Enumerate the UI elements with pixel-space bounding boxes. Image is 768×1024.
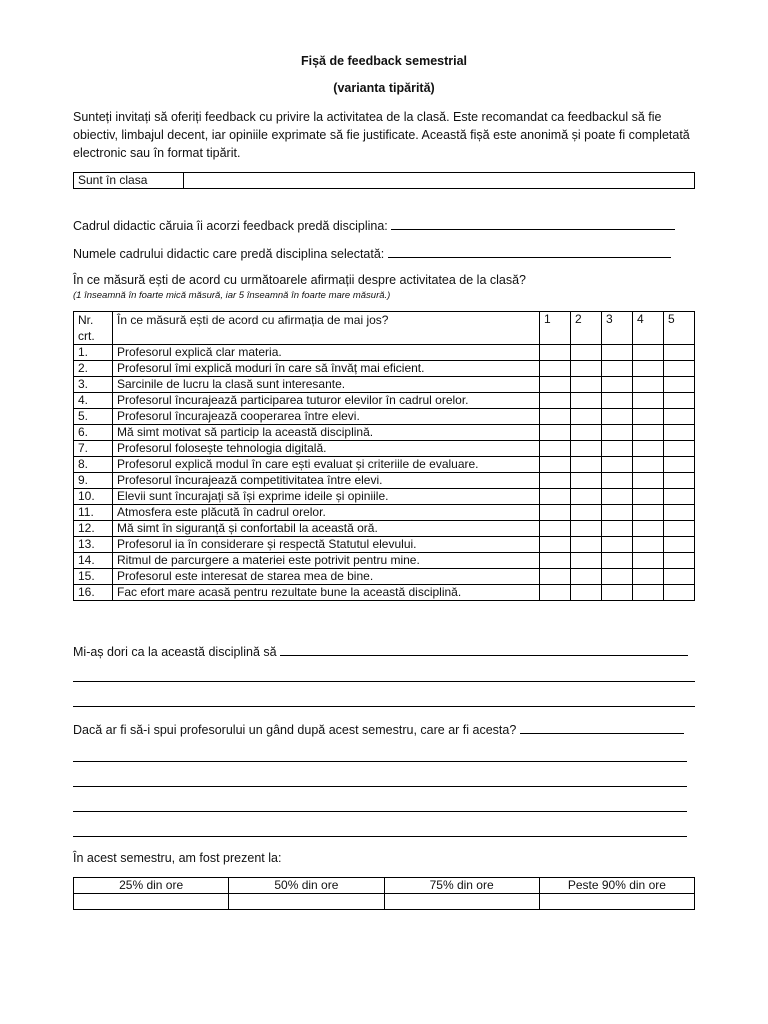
table-row xyxy=(74,377,695,393)
table-row xyxy=(74,425,695,441)
rating-cell-3[interactable] xyxy=(602,553,633,569)
scale-header-1: 1 xyxy=(540,312,571,345)
row-statement: Profesorul explică modul în care ești evaluat și criteriile de evaluare. xyxy=(113,457,540,473)
rating-cell-2[interactable] xyxy=(571,425,602,441)
rating-cell-5[interactable] xyxy=(664,553,695,569)
rating-cell-2[interactable] xyxy=(571,537,602,553)
row-statement: Profesorul este interesat de starea mea de bine. xyxy=(113,569,540,585)
rating-cell-2[interactable] xyxy=(571,473,602,489)
row-number: 2. xyxy=(74,361,113,377)
rating-cell-4[interactable] xyxy=(633,393,664,409)
table-row xyxy=(74,489,695,505)
row-number: 1. xyxy=(74,345,113,361)
rating-cell-2[interactable] xyxy=(571,409,602,425)
nr-header: Nr. crt. xyxy=(74,312,113,345)
rating-cell-3[interactable] xyxy=(602,537,633,553)
attendance-table xyxy=(73,877,695,910)
rating-cell-1[interactable] xyxy=(540,409,571,425)
rating-cell-3[interactable] xyxy=(602,521,633,537)
rating-cell-1[interactable] xyxy=(540,569,571,585)
thought-field[interactable] xyxy=(520,721,684,734)
attendance-option-50: 50% din ore xyxy=(229,878,384,894)
rating-cell-1[interactable] xyxy=(540,361,571,377)
rating-cell-5[interactable] xyxy=(664,393,695,409)
rating-cell-5[interactable] xyxy=(664,441,695,457)
row-number: 7. xyxy=(74,441,113,457)
rating-cell-2[interactable] xyxy=(571,377,602,393)
form-title: Fișă de feedback semestrial xyxy=(300,54,468,68)
agreement-note: (1 înseamnă în foarte mică măsură, iar 5 înseamnă în foarte mare măsură.) xyxy=(73,290,391,301)
table-row xyxy=(74,441,695,457)
row-statement: Profesorul îmi explică moduri în care să învăț mai eficient. xyxy=(113,361,540,377)
attendance-answer-row xyxy=(74,894,695,910)
row-number: 5. xyxy=(74,409,113,425)
rating-cell-3[interactable] xyxy=(602,505,633,521)
rating-cell-5[interactable] xyxy=(664,569,695,585)
rating-cell-3[interactable] xyxy=(602,409,633,425)
rating-cell-4[interactable] xyxy=(633,425,664,441)
attendance-option-25: 25% din ore xyxy=(74,878,229,894)
rating-cell-2[interactable] xyxy=(571,489,602,505)
intro-text: Sunteți invitați să oferiți feedback cu privire la activitatea de la clasă. Este recomandat ca feedbackul să fie obiectiv, limbajul decent, iar opiniile exprimate să fie justificate. Această fișă este anonimă și poate fi completată electronic sau în format tipărit. xyxy=(73,110,690,160)
rating-cell-2[interactable] xyxy=(571,393,602,409)
attendance-check-50[interactable] xyxy=(229,894,384,910)
rating-cell-3[interactable] xyxy=(602,489,633,505)
wish-line-2[interactable] xyxy=(73,681,695,682)
rating-cell-1[interactable] xyxy=(540,441,571,457)
rating-cell-4[interactable] xyxy=(633,361,664,377)
rating-cell-1[interactable] xyxy=(540,553,571,569)
rating-cell-4[interactable] xyxy=(633,489,664,505)
table-row xyxy=(74,457,695,473)
table-row xyxy=(74,345,695,361)
rating-cell-5[interactable] xyxy=(664,585,695,601)
row-statement: Mă simt în siguranță și confortabil la această oră. xyxy=(113,521,540,537)
rating-cell-2[interactable] xyxy=(571,345,602,361)
rating-cell-4[interactable] xyxy=(633,505,664,521)
rating-cell-4[interactable] xyxy=(633,377,664,393)
rating-cell-5[interactable] xyxy=(664,537,695,553)
teacher-line xyxy=(73,245,671,261)
rating-cell-1[interactable] xyxy=(540,505,571,521)
rating-cell-3[interactable] xyxy=(602,361,633,377)
class-table xyxy=(73,172,695,189)
row-statement: Profesorul încurajează cooperarea între elevi. xyxy=(113,409,540,425)
row-number: 13. xyxy=(74,537,113,553)
table-row xyxy=(74,473,695,489)
thought-line xyxy=(73,721,684,737)
thought-prompt: Dacă ar fi să-i spui profesorului un gând după acest semestru, care ar fi acesta? xyxy=(73,723,520,737)
wish-field[interactable] xyxy=(280,643,688,656)
scale-header-5: 5 xyxy=(664,312,695,345)
rating-cell-3[interactable] xyxy=(602,585,633,601)
rating-cell-4[interactable] xyxy=(633,345,664,361)
scale-header-2: 2 xyxy=(571,312,602,345)
row-number: 12. xyxy=(74,521,113,537)
row-number: 14. xyxy=(74,553,113,569)
wish-prompt: Mi-aș dori ca la această disciplină să xyxy=(73,645,281,659)
row-statement: Mă simt motivat să particip la această disciplină. xyxy=(113,425,540,441)
rating-cell-4[interactable] xyxy=(633,585,664,601)
discipline-line xyxy=(73,217,675,233)
rating-cell-4[interactable] xyxy=(633,521,664,537)
form-subtitle: (varianta tipărită) xyxy=(333,81,435,95)
rating-cell-3[interactable] xyxy=(602,425,633,441)
wish-line-3[interactable] xyxy=(73,706,695,707)
class-input-cell[interactable] xyxy=(184,173,695,189)
thought-line-5[interactable] xyxy=(73,836,687,837)
agreement-table xyxy=(73,311,695,601)
row-number: 16. xyxy=(74,585,113,601)
attendance-option-90: Peste 90% din ore xyxy=(539,878,694,894)
rating-cell-1[interactable] xyxy=(540,377,571,393)
table-row xyxy=(74,521,695,537)
rating-cell-4[interactable] xyxy=(633,569,664,585)
rating-cell-2[interactable] xyxy=(571,361,602,377)
rating-cell-4[interactable] xyxy=(633,441,664,457)
rating-cell-2[interactable] xyxy=(571,553,602,569)
rating-cell-2[interactable] xyxy=(571,569,602,585)
table-row xyxy=(74,569,695,585)
rating-cell-3[interactable] xyxy=(602,457,633,473)
attendance-option-75: 75% din ore xyxy=(384,878,539,894)
rating-cell-4[interactable] xyxy=(633,409,664,425)
rating-cell-2[interactable] xyxy=(571,585,602,601)
rating-cell-5[interactable] xyxy=(664,345,695,361)
rating-cell-3[interactable] xyxy=(602,345,633,361)
table-row xyxy=(74,553,695,569)
row-statement: Fac efort mare acasă pentru rezultate bune la această disciplină. xyxy=(113,585,540,601)
row-statement: Profesorul încurajează participarea tuturor elevilor în cadrul orelor. xyxy=(113,393,540,409)
rating-cell-3[interactable] xyxy=(602,393,633,409)
rating-cell-4[interactable] xyxy=(633,457,664,473)
rating-cell-4[interactable] xyxy=(633,553,664,569)
rating-cell-5[interactable] xyxy=(664,425,695,441)
rating-cell-4[interactable] xyxy=(633,537,664,553)
thought-line-2[interactable] xyxy=(73,761,687,762)
row-statement: Ritmul de parcurgere a materiei este potrivit pentru mine. xyxy=(113,553,540,569)
rating-cell-5[interactable] xyxy=(664,457,695,473)
row-number: 10. xyxy=(74,489,113,505)
table-row xyxy=(74,537,695,553)
rating-cell-1[interactable] xyxy=(540,473,571,489)
teacher-prompt: Numele cadrului didactic care predă disciplina selectată: xyxy=(73,247,388,261)
attendance-check-75[interactable] xyxy=(384,894,539,910)
table-row xyxy=(74,393,695,409)
teacher-field[interactable] xyxy=(388,245,671,258)
row-number: 11. xyxy=(74,505,113,521)
rating-cell-5[interactable] xyxy=(664,521,695,537)
rating-cell-1[interactable] xyxy=(540,537,571,553)
rating-cell-1[interactable] xyxy=(540,521,571,537)
rating-cell-3[interactable] xyxy=(602,441,633,457)
rating-cell-1[interactable] xyxy=(540,457,571,473)
scale-header-3: 3 xyxy=(602,312,633,345)
row-statement: Sarcinile de lucru la clasă sunt interesante. xyxy=(113,377,540,393)
rating-cell-2[interactable] xyxy=(571,521,602,537)
table-row xyxy=(74,505,695,521)
rating-cell-1[interactable] xyxy=(540,393,571,409)
row-statement: Atmosfera este plăcută în cadrul orelor. xyxy=(113,505,540,521)
thought-line-3[interactable] xyxy=(73,786,687,787)
class-label: Sunt în clasa xyxy=(74,173,184,189)
rating-cell-2[interactable] xyxy=(571,505,602,521)
row-statement: Elevii sunt încurajați să își exprime ideile și opiniile. xyxy=(113,489,540,505)
statement-header: În ce măsură ești de acord cu afirmația de mai jos? xyxy=(113,312,540,345)
rating-cell-1[interactable] xyxy=(540,345,571,361)
table-row xyxy=(74,361,695,377)
row-statement: Profesorul explică clar materia. xyxy=(113,345,540,361)
rating-cell-3[interactable] xyxy=(602,569,633,585)
agreement-question: În ce măsură ești de acord cu următoarele afirmații despre activitatea de la clasă? xyxy=(73,273,527,287)
rating-cell-3[interactable] xyxy=(602,377,633,393)
rating-cell-1[interactable] xyxy=(540,425,571,441)
attendance-check-90[interactable] xyxy=(539,894,694,910)
rating-cell-5[interactable] xyxy=(664,361,695,377)
table-row xyxy=(74,585,695,601)
table-row xyxy=(74,409,695,425)
rating-cell-5[interactable] xyxy=(664,473,695,489)
row-statement: Profesorul folosește tehnologia digitală. xyxy=(113,441,540,457)
attendance-check-25[interactable] xyxy=(74,894,229,910)
row-number: 6. xyxy=(74,425,113,441)
discipline-prompt: Cadrul didactic căruia îi acorzi feedback predă disciplina: xyxy=(73,219,392,233)
rating-cell-1[interactable] xyxy=(540,489,571,505)
rating-cell-3[interactable] xyxy=(602,473,633,489)
row-statement: Profesorul ia în considerare și respectă Statutul elevului. xyxy=(113,537,540,553)
row-number: 9. xyxy=(74,473,113,489)
row-statement: Profesorul încurajează competitivitatea între elevi. xyxy=(113,473,540,489)
rating-cell-2[interactable] xyxy=(571,441,602,457)
row-number: 3. xyxy=(74,377,113,393)
rating-cell-5[interactable] xyxy=(664,505,695,521)
thought-line-4[interactable] xyxy=(73,811,687,812)
rating-cell-5[interactable] xyxy=(664,409,695,425)
row-number: 15. xyxy=(74,569,113,585)
attendance-prompt: În acest semestru, am fost prezent la: xyxy=(73,851,282,865)
agreement-header-row xyxy=(74,312,695,345)
rating-cell-1[interactable] xyxy=(540,585,571,601)
row-number: 8. xyxy=(74,457,113,473)
discipline-field[interactable] xyxy=(391,217,675,230)
row-number: 4. xyxy=(74,393,113,409)
rating-cell-5[interactable] xyxy=(664,489,695,505)
rating-cell-2[interactable] xyxy=(571,457,602,473)
rating-cell-4[interactable] xyxy=(633,473,664,489)
scale-header-4: 4 xyxy=(633,312,664,345)
rating-cell-5[interactable] xyxy=(664,377,695,393)
attendance-header-row xyxy=(74,878,695,894)
wish-line xyxy=(73,643,688,659)
